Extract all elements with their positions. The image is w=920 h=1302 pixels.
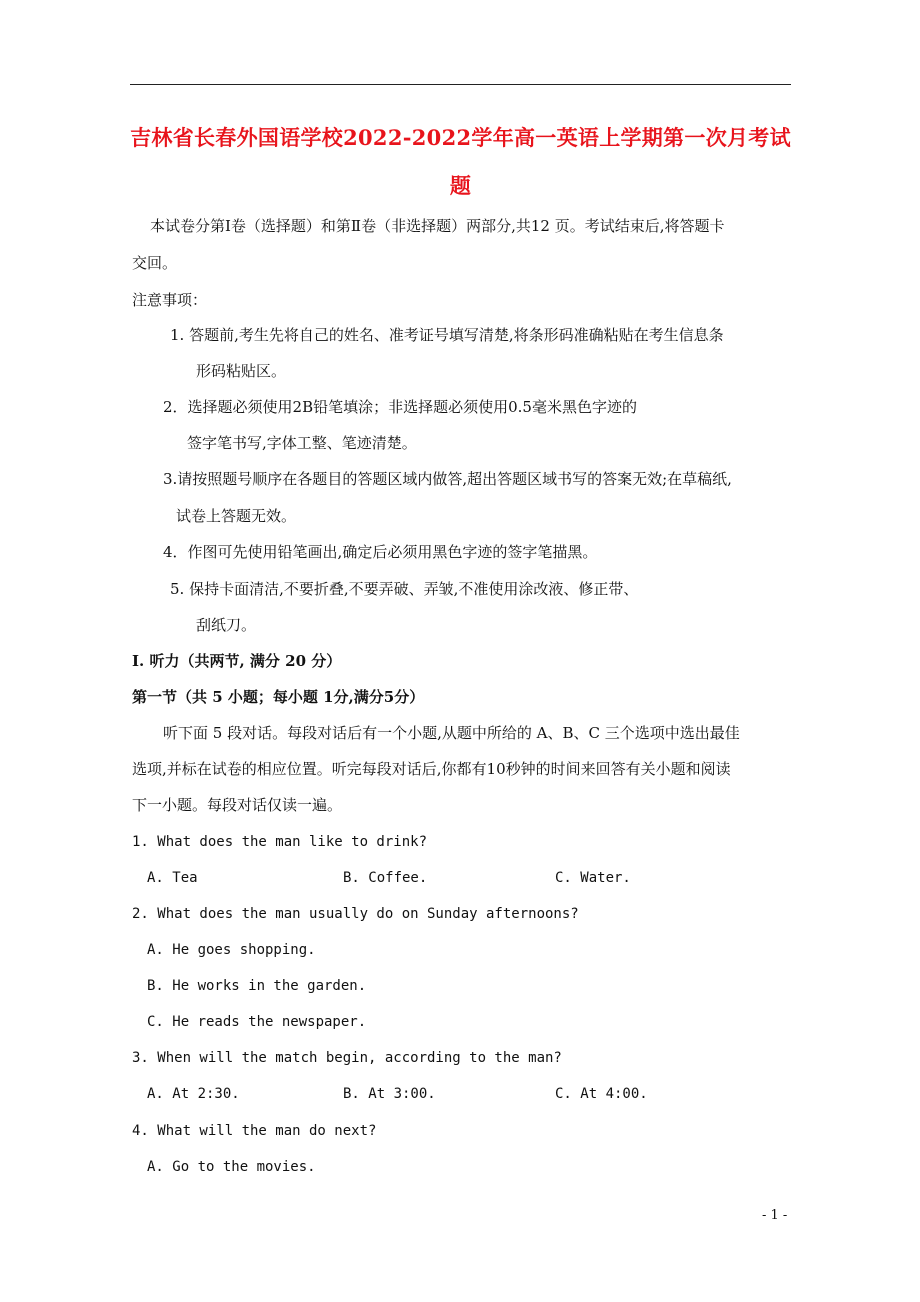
- directions-line-2: 选项,并标在试卷的相应位置。听完每段对话后,你都有10秒钟的时间来回答有关小题和阅读: [132, 760, 731, 778]
- notice-2-line-1: 2．选择题必须使用2B铅笔填涂；非选择题必须使用0.5毫米黑色字迹的: [163, 398, 637, 416]
- title-line-1: 吉林省长春外国语学校2022-2022学年高一英语上学期第一次月考试: [130, 125, 791, 150]
- section-heading: I. 听力（共两节, 满分 20 分）: [132, 652, 342, 670]
- question-3-stem: 3. When will the match begin, according to the man?: [132, 1050, 562, 1066]
- header-rule: [130, 84, 791, 85]
- question-1-option-a: A. Tea: [147, 870, 198, 886]
- title-line-2: 题: [449, 173, 472, 198]
- intro-line-2: 交回。: [132, 254, 178, 272]
- notice-4-line-1: 4．作图可先使用铅笔画出,确定后必须用黑色字迹的签字笔描黑。: [163, 543, 598, 561]
- notice-2-line-2: 签字笔书写,字体工整、笔迹清楚。: [187, 434, 417, 452]
- notice-5-line-1: 5. 保持卡面清洁,不要折叠,不要弄破、弄皱,不准使用涂改液、修正带、: [170, 580, 639, 598]
- directions-line-3: 下一小题。每段对话仅读一遍。: [132, 796, 343, 814]
- question-2-stem: 2. What does the man usually do on Sunday afternoons?: [132, 906, 579, 922]
- question-4-option-a: A. Go to the movies.: [147, 1159, 316, 1175]
- notice-1-line-1: 1. 答题前,考生先将自己的姓名、准考证号填写清楚,将条形码准确粘贴在考生信息条: [170, 326, 724, 344]
- part-heading: 第一节（共 5 小题；每小题 1分,满分5分）: [132, 688, 425, 706]
- question-1-option-c: C. Water.: [555, 870, 631, 886]
- question-4-stem: 4. What will the man do next?: [132, 1123, 377, 1139]
- directions-line-1: 听下面 5 段对话。每段对话后有一个小题,从题中所给的 A、B、C 三个选项中选出最佳: [163, 724, 740, 742]
- question-3-option-a: A. At 2:30.: [147, 1086, 240, 1102]
- page-number: - 1 -: [762, 1208, 788, 1223]
- question-3-option-b: B. At 3:00.: [343, 1086, 436, 1102]
- question-2-option-b: B. He works in the garden.: [147, 978, 367, 994]
- question-2-option-c: C. He reads the newspaper.: [147, 1014, 367, 1030]
- intro-line-1: 本试卷分第Ⅰ卷（选择题）和第Ⅱ卷（非选择题）两部分,共12 页。考试结束后,将答题卡: [150, 217, 725, 235]
- notice-1-line-2: 形码粘贴区。: [196, 362, 287, 380]
- notice-heading: 注意事项：: [132, 291, 208, 309]
- notice-3-line-1: 3.请按照题号顺序在各题目的答题区域内做答,超出答题区域书写的答案无效;在草稿纸,: [163, 470, 732, 488]
- notice-3-line-2: 试卷上答题无效。: [176, 507, 297, 525]
- question-3-option-c: C. At 4:00.: [555, 1086, 648, 1102]
- question-1-stem: 1. What does the man like to drink?: [132, 834, 428, 850]
- notice-5-line-2: 刮纸刀。: [196, 616, 257, 634]
- question-2-option-a: A. He goes shopping.: [147, 942, 316, 958]
- question-1-option-b: B. Coffee.: [343, 870, 428, 886]
